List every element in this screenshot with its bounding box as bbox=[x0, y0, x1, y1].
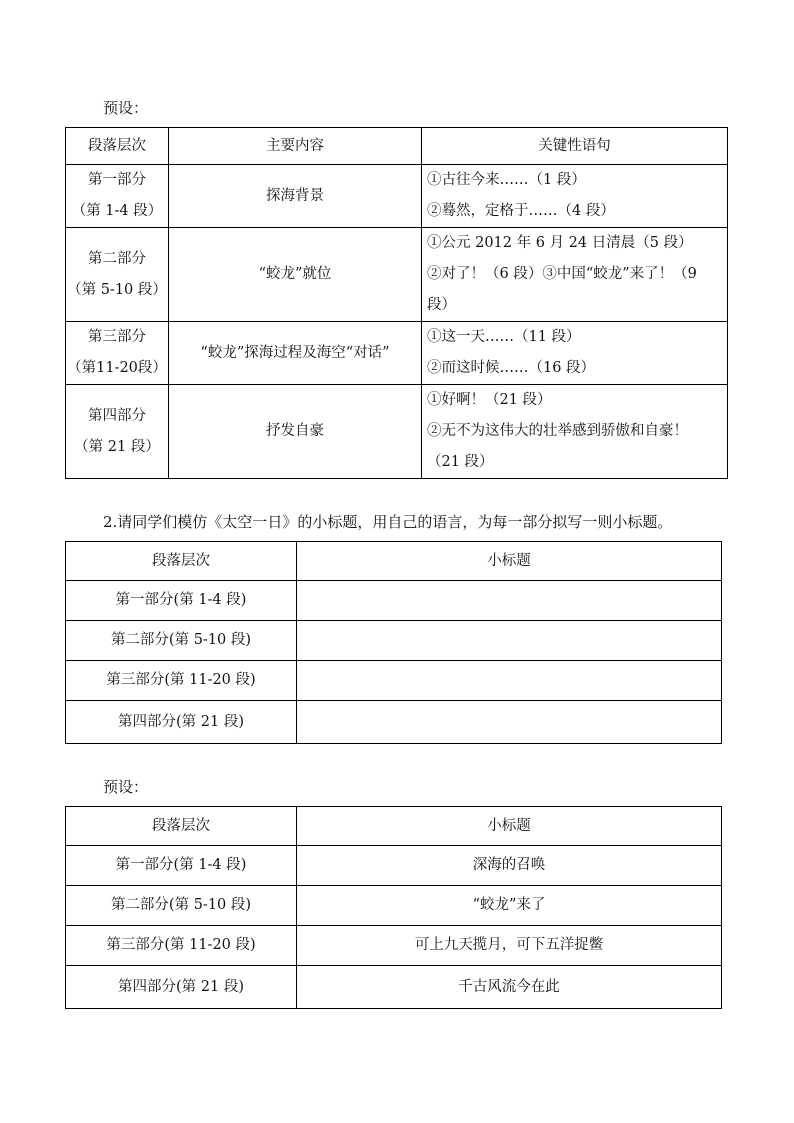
question-text: 2.请同学们模仿《太空一日》的小标题，用自己的语言，为每一部分拟写一则小标题。 bbox=[103, 513, 673, 531]
subtitle-answer-cell[interactable] bbox=[297, 701, 722, 744]
header-cell: 小标题 bbox=[297, 542, 722, 581]
level-cell: 第三部分(第 11-20 段) bbox=[66, 926, 297, 966]
subtitle-answer-cell[interactable] bbox=[297, 581, 722, 621]
level-range: （第11-20段） bbox=[67, 360, 167, 376]
sentence-line: ②无不为这伟大的壮举感到骄傲和自豪！ bbox=[427, 423, 688, 439]
subtitle-answer-cell[interactable] bbox=[297, 661, 722, 701]
header-cell: 段落层次 bbox=[66, 542, 297, 581]
level-cell: 第三部分(第 11-20 段) bbox=[66, 661, 297, 701]
sentence-line: （21 段） bbox=[427, 454, 494, 470]
sentence-line: ②而这时候……（16 段） bbox=[427, 360, 596, 376]
header-cell: 段落层次 bbox=[66, 128, 169, 165]
sentence-line: ②对了！（6 段）③中国“蛟龙”来了！（9 bbox=[427, 266, 697, 282]
table-row bbox=[66, 846, 722, 886]
table-row bbox=[66, 165, 728, 228]
subtitle-cell: 千古风流今在此 bbox=[297, 966, 722, 1009]
table-header-row bbox=[66, 128, 728, 165]
table-row bbox=[66, 966, 722, 1009]
table-header-row bbox=[66, 807, 722, 846]
level-cell: 第二部分(第 5-10 段) bbox=[66, 886, 297, 926]
subtitle-cell: “蛟龙”来了 bbox=[297, 886, 722, 926]
level-cell: 第一部分(第 1-4 段) bbox=[66, 581, 297, 621]
table-row bbox=[66, 581, 722, 621]
sentence-line: 段） bbox=[427, 297, 456, 313]
level-cell bbox=[66, 228, 169, 322]
structure-table bbox=[65, 127, 728, 479]
level-cell bbox=[66, 322, 169, 385]
level-cell: 第四部分(第 21 段) bbox=[66, 966, 297, 1009]
subtitle-cell: 深海的召唤 bbox=[297, 846, 722, 886]
content-cell: 探海背景 bbox=[169, 165, 422, 228]
level-name: 第二部分 bbox=[88, 250, 146, 267]
subtitle-answer-cell[interactable] bbox=[297, 621, 722, 661]
sentence-line: ①好啊！（21 段） bbox=[427, 392, 552, 408]
preset-label: 预设： bbox=[103, 99, 149, 117]
table-row bbox=[66, 621, 722, 661]
header-cell: 段落层次 bbox=[66, 807, 297, 846]
table-row bbox=[66, 385, 728, 479]
header-cell: 小标题 bbox=[297, 807, 722, 846]
level-cell: 第一部分(第 1-4 段) bbox=[66, 846, 297, 886]
preset-label: 预设： bbox=[103, 778, 149, 796]
sentence-line: ①这一天……（11 段） bbox=[427, 329, 581, 345]
table-row bbox=[66, 701, 722, 744]
sentence-cell bbox=[422, 385, 728, 479]
level-range: （第 5-10 段） bbox=[67, 281, 167, 298]
level-cell bbox=[66, 385, 169, 479]
sentence-line: ②蓦然，定格于……（4 段） bbox=[427, 203, 615, 219]
content-cell: “蛟龙”探海过程及海空“对话” bbox=[169, 322, 422, 385]
level-range: （第 21 段） bbox=[74, 438, 160, 455]
table-header-row bbox=[66, 542, 722, 581]
table-row bbox=[66, 886, 722, 926]
sentence-line: ①公元 2012 年 6 月 24 日清晨（5 段） bbox=[427, 235, 693, 251]
table-row bbox=[66, 322, 728, 385]
subtitle-exercise-table bbox=[65, 541, 722, 744]
header-cell: 关键性语句 bbox=[422, 128, 728, 165]
level-name: 第三部分 bbox=[88, 329, 146, 345]
level-cell: 第四部分(第 21 段) bbox=[66, 701, 297, 744]
table-row bbox=[66, 661, 722, 701]
level-cell bbox=[66, 165, 169, 228]
table-row bbox=[66, 926, 722, 966]
sentence-cell bbox=[422, 165, 728, 228]
sentence-line: ①古往今来……（1 段） bbox=[427, 172, 586, 188]
content-cell: 抒发自豪 bbox=[169, 385, 422, 479]
level-cell: 第二部分(第 5-10 段) bbox=[66, 621, 297, 661]
content-cell: “蛟龙”就位 bbox=[169, 228, 422, 322]
subtitle-cell: 可上九天揽月，可下五洋捉鳖 bbox=[297, 926, 722, 966]
header-cell: 主要内容 bbox=[169, 128, 422, 165]
level-range: （第 1-4 段） bbox=[71, 203, 163, 219]
level-name: 第四部分 bbox=[88, 407, 146, 424]
table-row bbox=[66, 228, 728, 322]
subtitle-preset-table bbox=[65, 806, 722, 1009]
level-name: 第一部分 bbox=[88, 172, 146, 188]
sentence-cell bbox=[422, 228, 728, 322]
sentence-cell bbox=[422, 322, 728, 385]
